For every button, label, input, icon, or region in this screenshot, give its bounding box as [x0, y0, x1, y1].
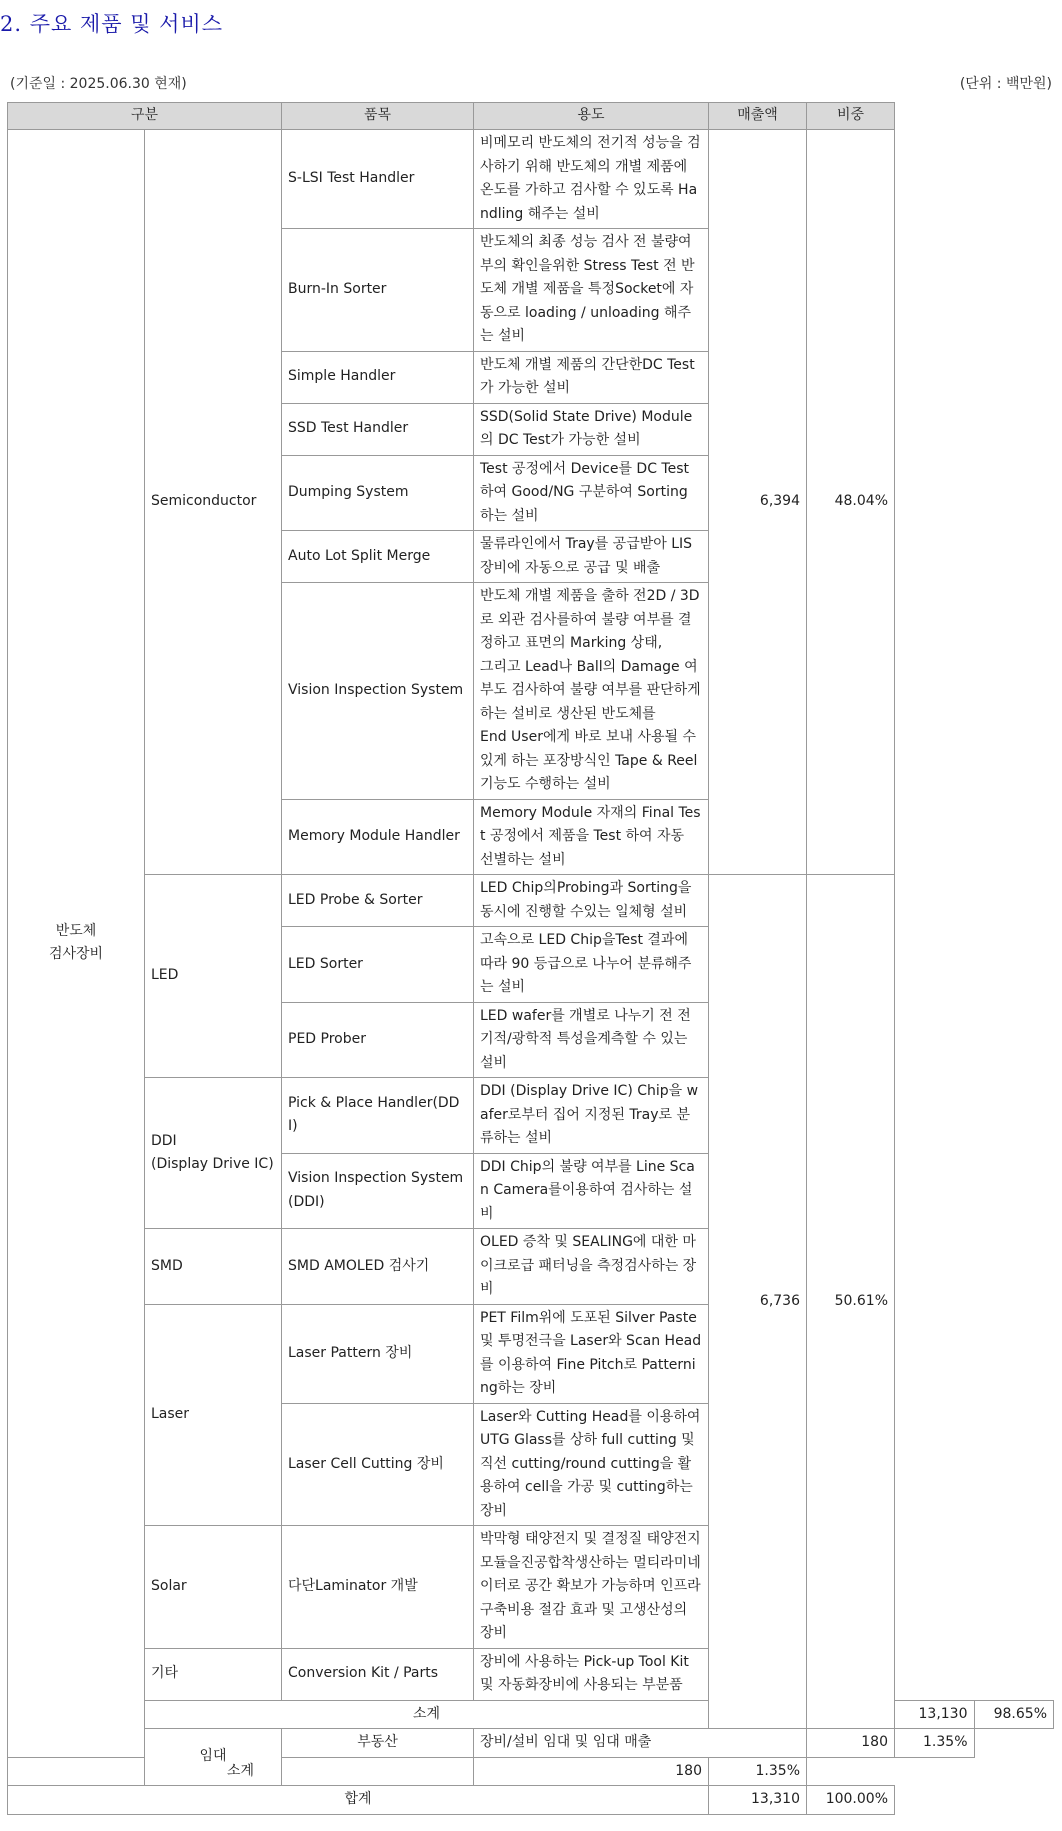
total-ratio: 100.00%	[807, 1786, 895, 1815]
sub-label-etc: 기타	[145, 1648, 282, 1700]
item-name: Laser Pattern 장비	[282, 1304, 474, 1403]
sub-label-led: LED	[145, 875, 282, 1078]
item-usage: Laser와 Cutting Head를 이용하여 UTG Glass를 상하 full cutting 및 직선 cutting/round cutting을 활용하여 cell을 가공 및 cutting하는 장비	[474, 1403, 709, 1526]
subtotal-sales: 180	[474, 1757, 709, 1786]
item-name: S-LSI Test Handler	[282, 130, 474, 229]
header-usage: 용도	[474, 103, 709, 130]
subtotal-ratio: 98.65%	[974, 1700, 1054, 1729]
sub-label-smd: SMD	[145, 1229, 282, 1305]
subtotal-label: 소계	[8, 1757, 474, 1786]
subtotal-ratio: 1.35%	[709, 1757, 807, 1786]
total-row	[8, 1786, 1054, 1815]
item-usage: 반도체 개별 제품을 출하 전2D / 3D로 외관 검사를하여 불량 여부를 결정하고 표면의 Marking 상태, 그리고 Lead나 Ball의 Damage 여부도 검사하여 불량 여부를 판단하게 하는 설비로 생산된 반도체를 End User에게 바로 보내 사용될 수 있게 하는 포장방식인 Tape & Reel 기능도 수행하는 설비	[474, 583, 709, 800]
item-name: Auto Lot Split Merge	[282, 531, 474, 583]
sub-label-solar: Solar	[145, 1526, 282, 1649]
subtotal-sales: 13,130	[895, 1700, 975, 1729]
item-name: PED Prober	[282, 1002, 474, 1078]
item-name: Vision Inspection System(DDI)	[282, 1153, 474, 1229]
others-ratio: 50.61%	[807, 875, 895, 1729]
products-table	[7, 102, 1054, 1815]
semiconductor-ratio: 48.04%	[807, 130, 895, 875]
table-row	[8, 1648, 1054, 1700]
item-usage: 고속으로 LED Chip을Test 결과에 따라 90 등급으로 나누어 분류해주는 설비	[474, 927, 709, 1003]
table-row	[8, 1526, 1054, 1649]
item-usage: 비메모리 반도체의 전기적 성능을 검사하기 위해 반도체의 개별 제품에 온도를 가하고 검사할 수 있도록 Handling 해주는 설비	[474, 130, 709, 229]
sub-label-semiconductor: Semiconductor	[145, 130, 282, 875]
item-usage: 반도체의 최종 성능 검사 전 불량여부의 확인을위한 Stress Test 전 반도체 개별 제품을 특정Socket에 자동으로 loading / unloading 해주는 설비	[474, 229, 709, 352]
rental-usage: 장비/설비 임대 및 임대 매출	[474, 1729, 807, 1758]
table-header-row	[8, 103, 1054, 130]
group-label-text: 반도체 검사장비	[48, 922, 104, 963]
table-row	[8, 1078, 1054, 1154]
item-name: Vision Inspection System	[282, 583, 474, 800]
table-row	[8, 875, 1054, 927]
item-usage: 반도체 개별 제품의 간단한DC Test가 가능한 설비	[474, 351, 709, 403]
table-row	[8, 1304, 1054, 1403]
item-usage: Memory Module 자재의 Final Test 공정에서 제품을 Test 하여 자동 선별하는 설비	[474, 799, 709, 875]
item-name: Laser Cell Cutting 장비	[282, 1403, 474, 1526]
item-usage: 박막형 태양전지 및 결정질 태양전지 모듈을진공합착생산하는 멀티라미네이터로 공간 확보가 가능하며 인프라 구축비용 절감 효과 및 고생산성의 장비	[474, 1526, 709, 1649]
section-title: 2. 주요 제품 및 서비스	[0, 12, 224, 36]
item-name: 다단Laminator 개발	[282, 1526, 474, 1649]
subtotal-label: 소계	[145, 1700, 709, 1729]
item-name: Pick & Place Handler(DDI)	[282, 1078, 474, 1154]
header-item: 품목	[282, 103, 474, 130]
item-usage: 물류라인에서 Tray를 공급받아 LIS 장비에 자동으로 공급 및 배출	[474, 531, 709, 583]
group-label-inspection	[8, 130, 145, 1758]
item-name: LED Probe & Sorter	[282, 875, 474, 927]
header-sales: 매출액	[709, 103, 807, 130]
item-name: Dumping System	[282, 455, 474, 531]
item-usage: DDI (Display Drive IC) Chip을 wafer로부터 집어 지정된 Tray로 분류하는 설비	[474, 1078, 709, 1154]
base-date: (기준일 : 2025.06.30 현재)	[10, 76, 187, 92]
rental-ratio: 1.35%	[895, 1729, 975, 1758]
header-ratio: 비중	[807, 103, 895, 130]
total-label: 합계	[8, 1786, 709, 1815]
item-name: SSD Test Handler	[282, 403, 474, 455]
semiconductor-sales: 6,394	[709, 130, 807, 875]
item-name: SMD AMOLED 검사기	[282, 1229, 474, 1305]
rental-sales: 180	[807, 1729, 895, 1758]
others-sales: 6,736	[709, 875, 807, 1729]
group-label-rental: 임대	[145, 1729, 282, 1786]
table-row	[8, 1729, 1054, 1758]
sub-label-ddi: DDI (Display Drive IC)	[145, 1078, 282, 1229]
item-name: LED Sorter	[282, 927, 474, 1003]
item-name: Burn-In Sorter	[282, 229, 474, 352]
item-usage: LED wafer를 개별로 나누기 전 전기적/광학적 특성을계측할 수 있는 설비	[474, 1002, 709, 1078]
table-row	[8, 130, 1054, 229]
item-usage: Test 공정에서 Device를 DC Test 하여 Good/NG 구분하여 Sorting 하는 설비	[474, 455, 709, 531]
sub-label-real-estate: 부동산	[282, 1729, 474, 1758]
subtotal-row	[8, 1757, 1054, 1786]
item-usage: SSD(Solid State Drive) Module의 DC Test가 가능한 설비	[474, 403, 709, 455]
subtotal-row	[8, 1700, 1054, 1729]
header-category: 구분	[8, 103, 282, 130]
item-name: Simple Handler	[282, 351, 474, 403]
item-usage: DDI Chip의 불량 여부를 Line Scan Camera를이용하여 검사하는 설비	[474, 1153, 709, 1229]
sub-label-laser: Laser	[145, 1304, 282, 1526]
item-usage: LED Chip의Probing과 Sorting을 동시에 진행할 수있는 일체형 설비	[474, 875, 709, 927]
item-name: Conversion Kit / Parts	[282, 1648, 474, 1700]
item-usage: OLED 증착 및 SEALING에 대한 마이크로급 패터닝을 측정검사하는 장비	[474, 1229, 709, 1305]
unit-label: (단위 : 백만원)	[959, 76, 1052, 92]
item-usage: 장비에 사용하는 Pick-up Tool Kit 및 자동화장비에 사용되는 부분품	[474, 1648, 709, 1700]
table-row	[8, 1229, 1054, 1305]
total-sales: 13,310	[709, 1786, 807, 1815]
item-name: Memory Module Handler	[282, 799, 474, 875]
item-usage: PET Film위에 도포된 Silver Paste 및 투명전극을 Laser와 Scan Head를 이용하여 Fine Pitch로 Patterning하는 장비	[474, 1304, 709, 1403]
